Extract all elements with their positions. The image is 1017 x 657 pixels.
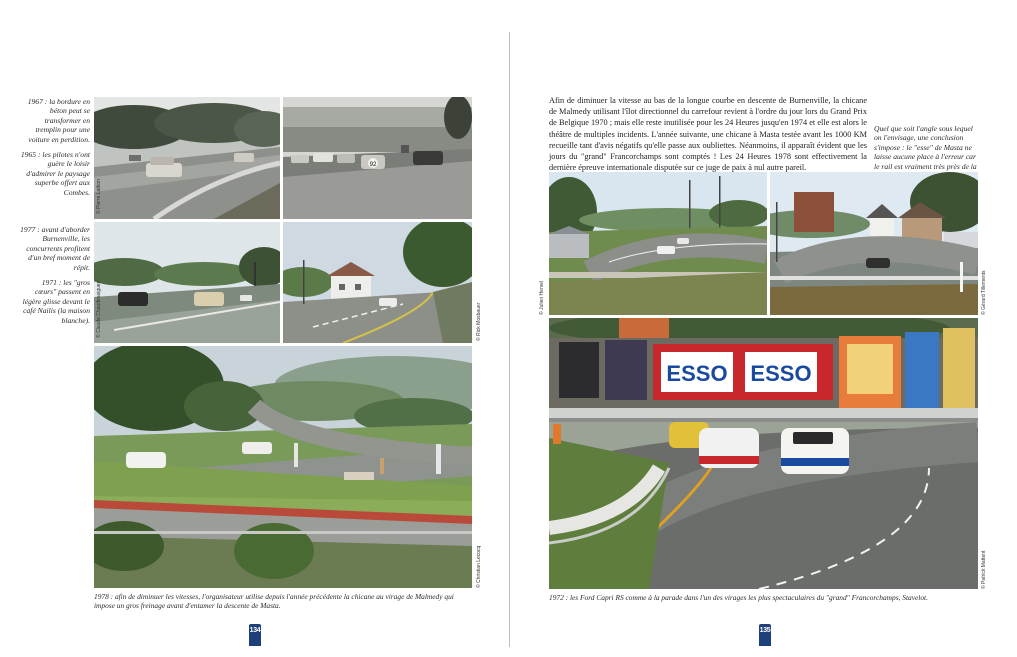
credit-photo-1978: © Christian Lecocq	[476, 545, 482, 588]
credit-photo-1971: © Rick Mosbauer	[476, 302, 482, 341]
caption-1972: 1972 : les Ford Capri RS comme à la parade dans l'un des virages les plus spectaculaires du "grand" Francorchamps, Stavelot.	[549, 593, 928, 602]
page-number-left-label: 134	[249, 627, 261, 634]
caption-1978: 1978 : afin de diminuer les vitesses, l'organisateur utilise depuis l'année précédente la chicane au virage de Malmedy qui impose un gros freinage avant d'entamer la descente de Masta.	[94, 592, 454, 611]
photo-masta-village	[770, 172, 978, 315]
photo-1978-malmedy-chicane	[94, 346, 472, 588]
photo-1965-combes	[283, 97, 472, 219]
credit-photo-1977: © Claude Chaudesaigues	[96, 280, 102, 338]
caption-1967-1965	[20, 97, 90, 203]
credit-photo-masta-2: © Gérard Tillements	[981, 270, 987, 315]
photo-1977-burnenville	[94, 222, 280, 343]
credit-photo-1972: © Patrick Mattent	[981, 550, 987, 589]
photo-1972-stavelot	[549, 318, 978, 589]
side-caption-masta: Quel que soit l'angle sous lequel on l'envisage, une conclusion s'impose : le "esse" de Masta ne laisse aucune place à l'erreur car le rail est vraiment très près de la	[874, 124, 977, 171]
car-number-92: 92	[369, 162, 377, 168]
caption-1967: 1967 : la bordure en béton peut se transformer en tremplin pour une voiture en perdition.	[27, 97, 90, 144]
credit-photo-1967: © Pierre Lattion	[96, 179, 102, 214]
photo-1971-cafe-nailis	[283, 222, 472, 343]
page-number-right-label: 135	[759, 627, 771, 634]
caption-1971: 1971 : les "gros cœurs" passent en légère glisse devant le café Nailis (la maison blanche).	[22, 278, 90, 325]
photo-masta-esse	[549, 172, 767, 315]
caption-1977: 1977 : avant d'aborder Burnenville, les concurrents profitent d'un bref moment de répit.	[20, 225, 90, 272]
page-number-left	[249, 624, 261, 646]
caption-1965: 1965 : les pilotes n'ont guère le loisir d'admirer le paysage superbe offert aux Combes.	[20, 150, 90, 197]
esso-billboard-1: ESSO	[666, 361, 728, 386]
photo-1967-combes	[94, 97, 280, 219]
credit-photo-masta-1: © Julien Hervel	[539, 281, 545, 315]
page-gutter	[509, 32, 510, 647]
esso-billboard-2: ESSO	[750, 361, 812, 386]
caption-1977-1971	[20, 225, 90, 331]
page-number-right	[759, 624, 771, 646]
body-text: Afin de diminuer la vitesse au bas de la longue courbe en descente de Burnenville, la chicane de Malmedy utilisant l'îlot directionnel du carrefour revient à l'ordre du jour lors du Grand Prix de Belgique 1970 ; mais elle reste inutilisée pour les 24 Heures jusqu'en 1974 et elle est alors le théâtre de multiples incidents. L'année suivante, une chicane à Masta testée avant les 1000 KM recueille tant d'avis négatifs qu'elle passe aux oubliettes. Néanmoins, il apparaît évident que les jours du "grand" Francorchamps sont comptés ! Les 24 Heures 1978 sont effectivement la dernière épreuve internationale disputée sur ce juge de paix à nul autre pareil.	[549, 96, 867, 173]
